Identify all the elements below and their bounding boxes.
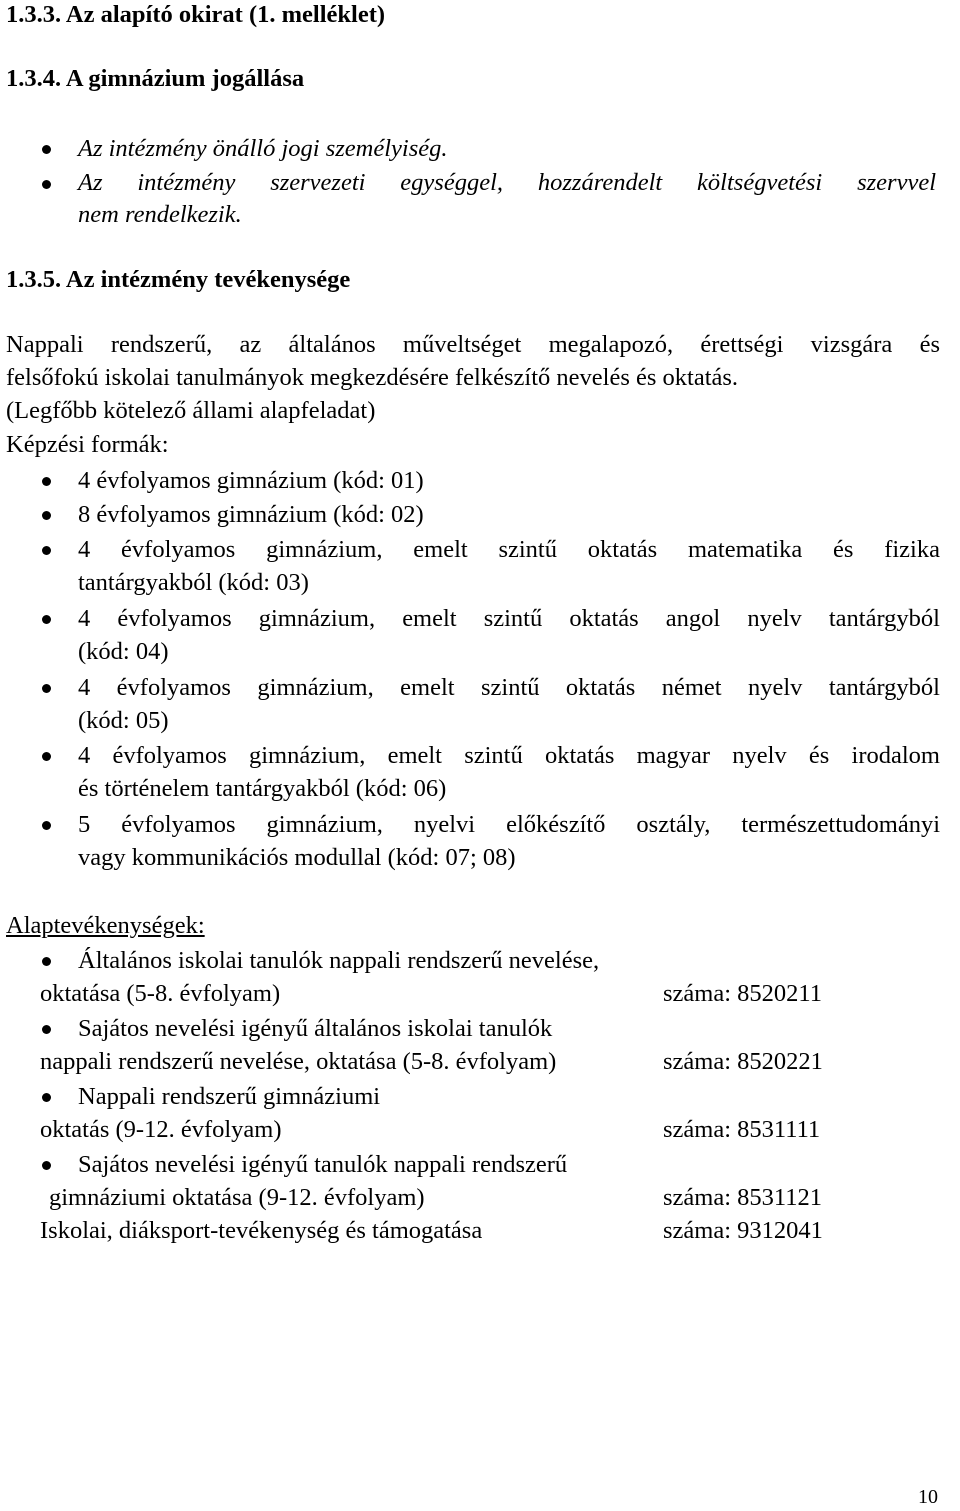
bullet-icon (42, 477, 51, 486)
kepzesi-item-7-line-2: vagy kommunikációs modullal (kód: 07; 08) (78, 844, 516, 871)
jogallas-item-1: Az intézmény önálló jogi személyiség. (78, 135, 448, 162)
alaptev-last-line: Iskolai, diáksport-tevékenység és támogatása (40, 1217, 483, 1244)
page-number: 10 (918, 1486, 938, 1508)
alaptev-item-3-line-2: oktatás (9-12. évfolyam) (40, 1116, 282, 1143)
bullet-icon (42, 615, 51, 624)
alaptev-last-szama: száma: 9312041 (663, 1217, 823, 1244)
heading-1-3-4: 1.3.4. A gimnázium jogállása (6, 65, 305, 92)
alaptev-item-2-line-1: Sajátos nevelési igényű általános iskolai tanulók (78, 1015, 553, 1042)
alaptev-item-1-szama: száma: 8520211 (663, 980, 822, 1007)
alaptev-item-3-szama: száma: 8531111 (663, 1116, 821, 1143)
heading-1-3-3: 1.3.3. Az alapító okirat (1. melléklet) (6, 1, 386, 28)
alaptev-item-1-line-2: oktatása (5-8. évfolyam) (40, 980, 281, 1007)
kepzesi-item-3-line-1: 4 évfolyamos gimnázium, emelt szintű oktatás matematika és fizika (78, 536, 940, 563)
alaptev-item-2-line-2: nappali rendszerű nevelése, oktatása (5-8. évfolyam) (40, 1048, 557, 1075)
kepzesi-item-7-line-1: 5 évfolyamos gimnázium, nyelvi előkészítő osztály, természettudományi (78, 811, 940, 838)
kepzesi-item-6-line-1: 4 évfolyamos gimnázium, emelt szintű oktatás magyar nyelv és irodalom (78, 742, 940, 769)
alaptev-item-2-szama: száma: 8520221 (663, 1048, 823, 1075)
bullet-icon (42, 145, 51, 154)
tevekenyseg-para-line-3: (Legfőbb kötelező állami alapfeladat) (6, 397, 376, 424)
bullet-icon (42, 180, 51, 189)
jogallas-item-2-line-2: nem rendelkezik. (78, 201, 242, 228)
bullet-icon (42, 511, 51, 520)
jogallas-item-2-line-1: Az intézmény szervezeti egységgel, hozzárendelt költségvetési szervvel (78, 169, 936, 196)
bullet-icon (42, 684, 51, 693)
alaptev-item-4-line-2: gimnáziumi oktatása (9-12. évfolyam) (49, 1184, 425, 1211)
bullet-icon (42, 1161, 51, 1170)
tevekenyseg-para-line-2: felsőfokú iskolai tanulmányok megkezdésére felkészítő nevelés és oktatás. (6, 364, 739, 391)
kepzesi-item-4-line-2: (kód: 04) (78, 638, 169, 665)
heading-1-3-5: 1.3.5. Az intézmény tevékenysége (6, 266, 351, 293)
kepzesi-item-6-line-2: és történelem tantárgyakból (kód: 06) (78, 775, 447, 802)
kepzesi-item-1: 4 évfolyamos gimnázium (kód: 01) (78, 467, 424, 494)
alaptev-item-1-line-1: Általános iskolai tanulók nappali rendszerű nevelése, (78, 947, 600, 974)
alaptev-item-4-line-1: Sajátos nevelési igényű tanulók nappali rendszerű (78, 1151, 568, 1178)
tevekenyseg-para-line-1: Nappali rendszerű, az általános műveltséget megalapozó, érettségi vizsgára és (6, 331, 940, 358)
kepzesi-item-5-line-1: 4 évfolyamos gimnázium, emelt szintű oktatás német nyelv tantárgyból (78, 674, 940, 701)
bullet-icon (42, 546, 51, 555)
bullet-icon (42, 821, 51, 830)
bullet-icon (42, 957, 51, 966)
kepzesi-formak-label: Képzési formák: (6, 431, 169, 458)
bullet-icon (42, 1025, 51, 1034)
bullet-icon (42, 1093, 51, 1102)
alaptevekenysegek-heading: Alaptevékenységek: (6, 912, 205, 939)
kepzesi-item-4-line-1: 4 évfolyamos gimnázium, emelt szintű oktatás angol nyelv tantárgyból (78, 605, 940, 632)
kepzesi-item-3-line-2: tantárgyakból (kód: 03) (78, 569, 309, 596)
alaptev-item-4-szama: száma: 8531121 (663, 1184, 822, 1211)
alaptev-item-3-line-1: Nappali rendszerű gimnáziumi (78, 1083, 381, 1110)
bullet-icon (42, 752, 51, 761)
kepzesi-item-5-line-2: (kód: 05) (78, 707, 169, 734)
kepzesi-item-2: 8 évfolyamos gimnázium (kód: 02) (78, 501, 424, 528)
